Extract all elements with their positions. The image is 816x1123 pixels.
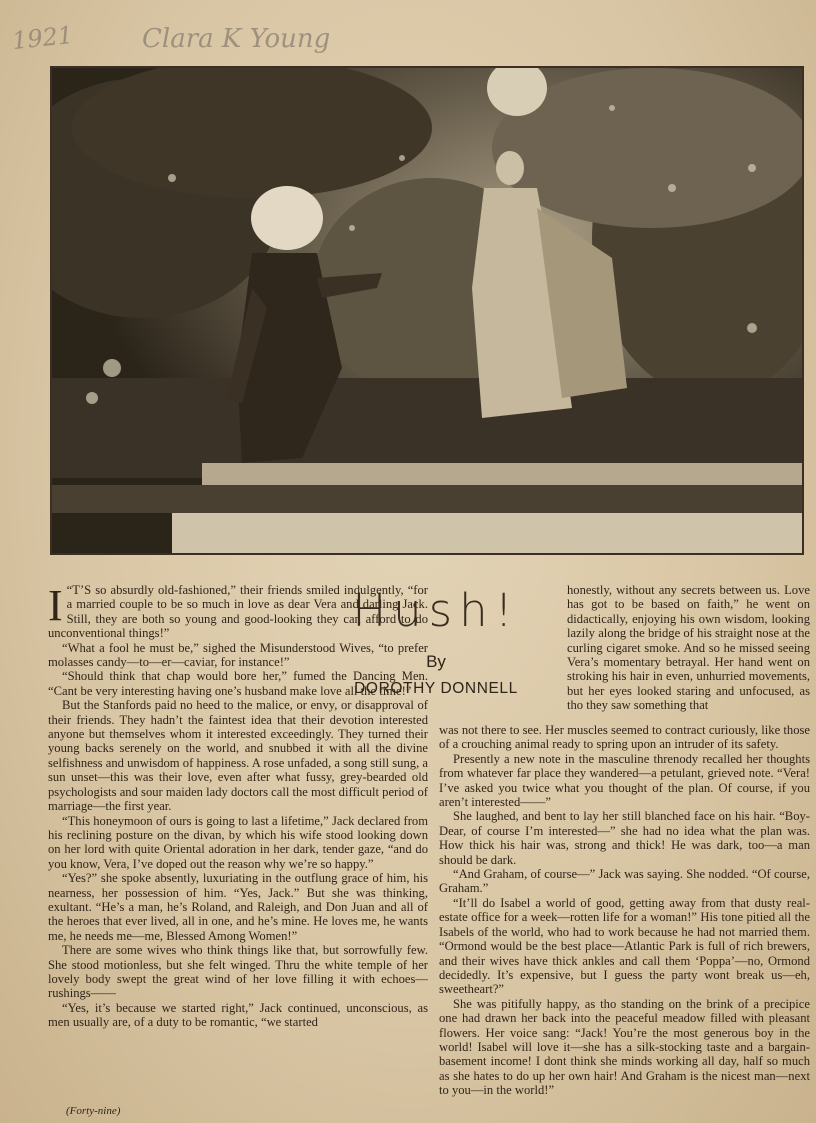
article-title: Hush!: [352, 584, 520, 637]
paragraph: She laughed, and bent to lay her still blanched face on his hair. “Boy-Dear, of course I’m interested—” she had no idea what the plan was. How thick his hair was, strong and thick! He was dark, too—a man should be dark.: [439, 809, 810, 867]
paragraph: “Should think that chap would bore her,” fumed the Dancing Men. “Cant be very interesting having one’s husband make love all the time!”: [48, 669, 428, 698]
paragraph: “Yes?” she spoke absently, luxuriating in the outflung grace of him, his nearness, her possession of him. “Yes, Jack.” But she was thinking, exultant. “He’s a man, he’s Roland, and Raleigh, and Don Juan and all of the heroes that ever lived, all in one, and he’s mine. He loves me, he wants me, he needs me—me, Blessed Among Women!”: [48, 871, 428, 943]
handwritten-annotation: [12, 14, 432, 58]
garden-scene-illustration: [52, 68, 802, 553]
handwritten-year: 1921: [10, 20, 75, 56]
byline: By: [426, 652, 446, 671]
article-column-right-top: [567, 583, 810, 713]
paragraph: “And Graham, of course—” Jack was saying. She nodded. “Of course, Graham.”: [439, 867, 810, 896]
paragraph: “What a fool he must be,” sighed the Misunderstood Wives, “to prefer molasses candy—to—er—caviar, for instance!”: [48, 640, 428, 670]
film-still-photo: [52, 68, 802, 553]
paragraph: She was pitifully happy, as tho standing on the brink of a precipice one had drawn her back into the peaceful meadow filled with pleasant flowers. Her voice sang: “Jack! You’re the most generous boy in the world! Isabel will love it—she has a silk-stocking taste and a bargain-basement income! I dont think she minds working all day, half so much as she hates to do up her own hair! And Graham is the nicest man—next to you—in the world!”: [439, 996, 810, 1098]
article-title-block: [330, 584, 542, 698]
paragraph: honestly, without any secrets between us. Love has got to be based on faith,” he went on didactically, enjoying his own wisdom, looking lazily along the bridge of his straight nose at the curling cigaret smoke. And so he missed seeing Vera’s momentary betrayal. Her hand went on stroking his hair in even, unhurried movements, but her eyes looked staring and unfocused, as tho they saw something that: [567, 583, 810, 713]
paragraph: “This honeymoon of ours is going to last a lifetime,” Jack declared from his reclining posture on the divan, by which his wife stood looking down on her lord with quite Oriental adoration in her dark, tender gaze, “and do you know, Vera, I’ve doped out the reason why we’re so happy.”: [48, 813, 428, 871]
paragraph: “Yes, it’s because we started right,” Jack continued, unconscious, as men usually are, of a duty to be romantic, “we started: [48, 1000, 428, 1030]
drop-cap: I: [48, 581, 63, 630]
paragraph: There are some wives who think things like that, but sorrowfully few. She stood motionless, but she felt winged. Thru the white temple of her lovely body swept the great wind of her love filling it with echoes—rushings——: [48, 943, 428, 1001]
article-column-right: [439, 723, 810, 1098]
author-name: DOROTHY DONNELL: [354, 680, 518, 697]
paragraph: I “T’S so absurdly old-fashioned,” their friends smiled indulgently, “for a married couple to be so much in love as dear Vera and darling Jack. Still, they are both so young and good-looking they can afford to do unconventional things!”: [48, 581, 428, 641]
paragraph: “It’ll do Isabel a world of good, getting away from that dusty real-estate office for a week—rotten life for a woman!” His tone pitied all the Isabels of the world, who had to work because he had not married them. “Ormond would be the best place—Atlantic Park is full of rich brewers, and their wives have thick ankles and call them ‘Poppa’—no, Ormond decidedly. It’s expensive, but I guess the party wont break us—eh, sweetheart?”: [439, 895, 810, 997]
paragraph: But the Stanfords paid no heed to the malice, or envy, or disapproval of their friends. They hadn’t the faintest idea that their devotion interested anyone but themselves whom it interested exceedingly. They turned their young backs serenely on the world, and snubbed it with all the divine selfishness and unwisdom of happiness. A rose unfaded, a song still sung, a sun unset—this was their love, even after what fussy, grey-bearded old psychologists and sour maiden lady doctors call the most difficult period of marriage—the first year.: [48, 698, 428, 814]
page-number: (Forty-nine): [66, 1105, 121, 1117]
paragraph: Presently a new note in the masculine threnody recalled her thoughts from whatever far place they wandered—a petulant, grieved note. “Vera! I’ve asked you twice what you thought of the plan. Of course, if you aren’t interested——”: [439, 751, 810, 810]
paragraph: was not there to see. Her muscles seemed to contract curiously, like those of a crouching animal ready to spring upon an intruder of its safety.: [439, 723, 810, 752]
handwritten-name: Clara K Young: [142, 24, 331, 54]
